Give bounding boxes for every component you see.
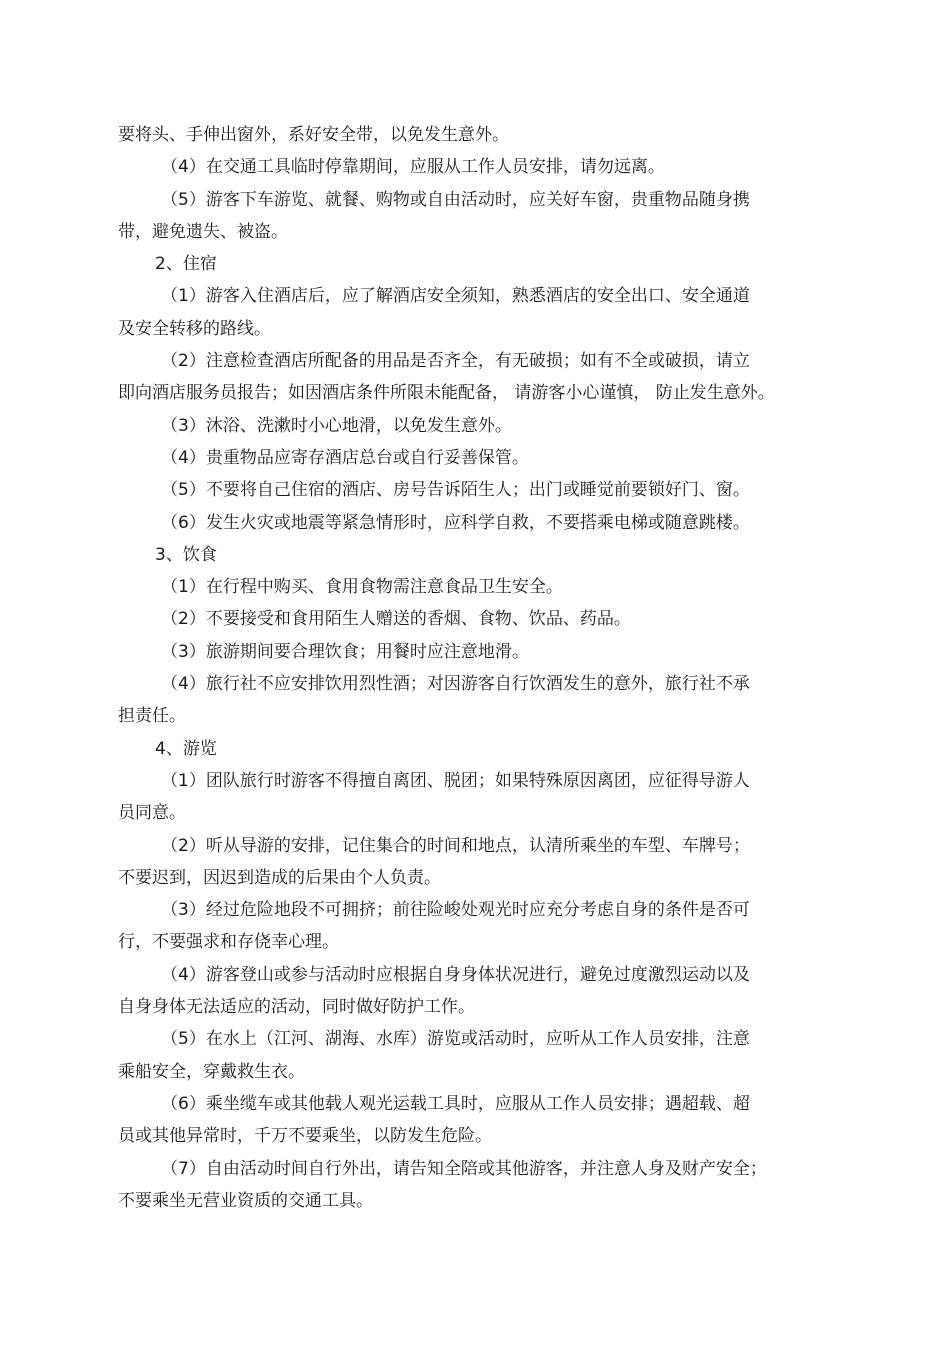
paragraph-line: （1）游客入住酒店后，应了解酒店安全须知，熟悉酒店的安全出口、安全通道 bbox=[161, 286, 750, 307]
paragraph-line: 员同意。 bbox=[118, 803, 186, 824]
paragraph-line: 自身身体无法适应的活动，同时做好防护工作。 bbox=[118, 997, 475, 1018]
paragraph-line: （5）不要将自己住宿的酒店、房号告诉陌生人；出门或睡觉前要锁好门、窗。 bbox=[161, 480, 750, 501]
paragraph-line: 即向酒店服务员报告；如因酒店条件所限未能配备， 请游客小心谨慎， 防止发生意外。 bbox=[118, 383, 775, 404]
paragraph-line: （5）游客下车游览、就餐、购物或自由活动时，应关好车窗，贵重物品随身携 bbox=[161, 189, 750, 210]
paragraph-line: （3）经过危险地段不可拥挤；前往险峻处观光时应充分考虑自身的条件是否可 bbox=[161, 900, 750, 921]
paragraph-line: （4）旅行社不应安排饮用烈性酒；对因游客自行饮酒发生的意外，旅行社不承 bbox=[161, 674, 750, 695]
paragraph-line: （3）旅游期间要合理饮食；用餐时应注意地滑。 bbox=[161, 641, 529, 662]
paragraph-line: （2）听从导游的安排，记住集合的时间和地点，认清所乘坐的车型、车牌号； bbox=[161, 835, 750, 856]
paragraph-line: 员或其他异常时，千万不要乘坐，以防发生危险。 bbox=[118, 1126, 492, 1147]
paragraph-line: （6）发生火灾或地震等紧急情形时，应科学自救，不要搭乘电梯或随意跳楼。 bbox=[161, 512, 750, 533]
paragraph-line: 乘船安全，穿戴救生衣。 bbox=[118, 1061, 305, 1082]
section-heading: 2、住宿 bbox=[155, 254, 217, 275]
paragraph-line: 不要迟到，因迟到造成的后果由个人负责。 bbox=[118, 867, 441, 888]
paragraph-line: 担责任。 bbox=[118, 706, 186, 727]
paragraph-line: （5）在水上（江河、湖海、水库）游览或活动时，应听从工作人员安排，注意 bbox=[161, 1029, 750, 1050]
paragraph-line: （7）自由活动时间自行外出，请告知全陪或其他游客，并注意人身及财产安全； bbox=[161, 1158, 767, 1179]
paragraph-line: 不要乘坐无营业资质的交通工具。 bbox=[118, 1190, 373, 1211]
paragraph-line: 及安全转移的路线。 bbox=[118, 318, 271, 339]
paragraph-line: 行，不要强求和存侥幸心理。 bbox=[118, 932, 339, 953]
section-heading: 4、游览 bbox=[155, 738, 217, 759]
paragraph-line: （2）注意检查酒店所配备的用品是否齐全，有无破损；如有不全或破损，请立 bbox=[161, 351, 750, 372]
paragraph-line: （1）在行程中购买、食用食物需注意食品卫生安全。 bbox=[161, 577, 563, 598]
paragraph-line: （6）乘坐缆车或其他载人观光运载工具时，应服从工作人员安排；遇超载、超 bbox=[161, 1093, 750, 1114]
paragraph-line: （4）在交通工具临时停靠期间，应服从工作人员安排，请勿远离。 bbox=[161, 157, 665, 178]
paragraph-line: （2）不要接受和食用陌生人赠送的香烟、食物、饮品、药品。 bbox=[161, 609, 631, 630]
paragraph-line: （3）沐浴、洗漱时小心地滑，以免发生意外。 bbox=[161, 415, 512, 436]
document-body bbox=[118, 119, 818, 1217]
paragraph-line: （4）贵重物品应寄存酒店总台或自行妥善保管。 bbox=[161, 447, 529, 468]
paragraph-line: 要将头、手伸出窗外，系好安全带，以免发生意外。 bbox=[118, 125, 509, 145]
paragraph-line: 带，避免遗失、被盗。 bbox=[118, 221, 288, 242]
paragraph-line: （4）游客登山或参与活动时应根据自身身体状况进行，避免过度激烈运动以及 bbox=[161, 964, 750, 985]
paragraph-line: （1）团队旅行时游客不得擅自离团、脱团；如果特殊原因离团，应征得导游人 bbox=[161, 770, 750, 791]
section-heading: 3、饮食 bbox=[155, 544, 217, 565]
